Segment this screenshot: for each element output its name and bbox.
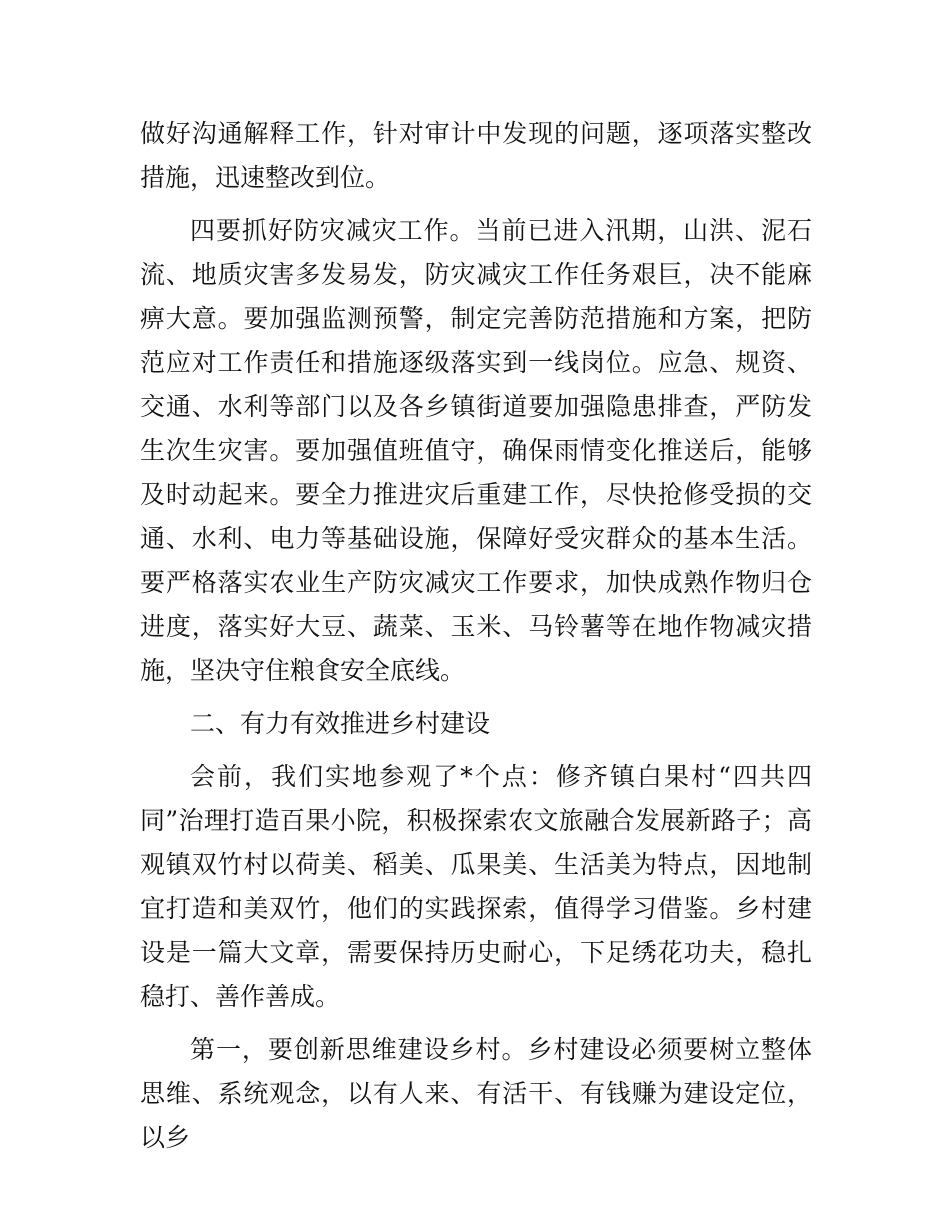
paragraph-innovative-thinking: 第一，要创新思维建设乡村。乡村建设必须要树立整体思维、系统观念，以有人来、有活干、有钱赚为建设定位，以乡 xyxy=(140,1035,812,1152)
paragraph-continuation: 做好沟通解释工作，针对审计中发现的问题，逐项落实整改措施，迅速整改到位。 xyxy=(140,119,812,192)
section-heading-rural-construction: 二、有力有效推进乡村建设 xyxy=(190,709,491,738)
paragraph-disaster-prevention: 四要抓好防灾减灾工作。当前已进入汛期，山洪、泥石流、地质灾害多发易发，防灾减灾工作任务艰巨，决不能麻痹大意。要加强监测预警，制定完善防范措施和方案，把防范应对工作责任和措施逐级落实到一线岗位。应急、规资、交通、水利等部门以及各乡镇街道要加强隐患排查，严防发生次生灾害。要加强值班值守，确保雨情变化推送后，能够及时动起来。要全力推进灾后重建工作，尽快抢修受损的交通、水利、电力等基础设施，保障好受灾群众的基本生活。要严格落实农业生产防灾减灾工作要求，加快成熟作物归仓进度，落实好大豆、蔬菜、玉米、马铃薯等在地作物减灾措施，坚决守住粮食安全底线。 xyxy=(140,216,812,685)
document-page xyxy=(140,112,812,1169)
paragraph-site-visit: 会前，我们实地参观了*个点：修齐镇白果村“四共四同”治理打造百果小院，积极探索农文旅融合发展新路子；高观镇双竹村以荷美、稻美、瓜果美、生活美为特点，因地制宜打造和美双竹，他们的实践探索，值得学习借鉴。乡村建设是一篇大文章，需要保持历史耐心，下足绣花功夫，稳扎稳打、善作善成。 xyxy=(140,762,812,1011)
